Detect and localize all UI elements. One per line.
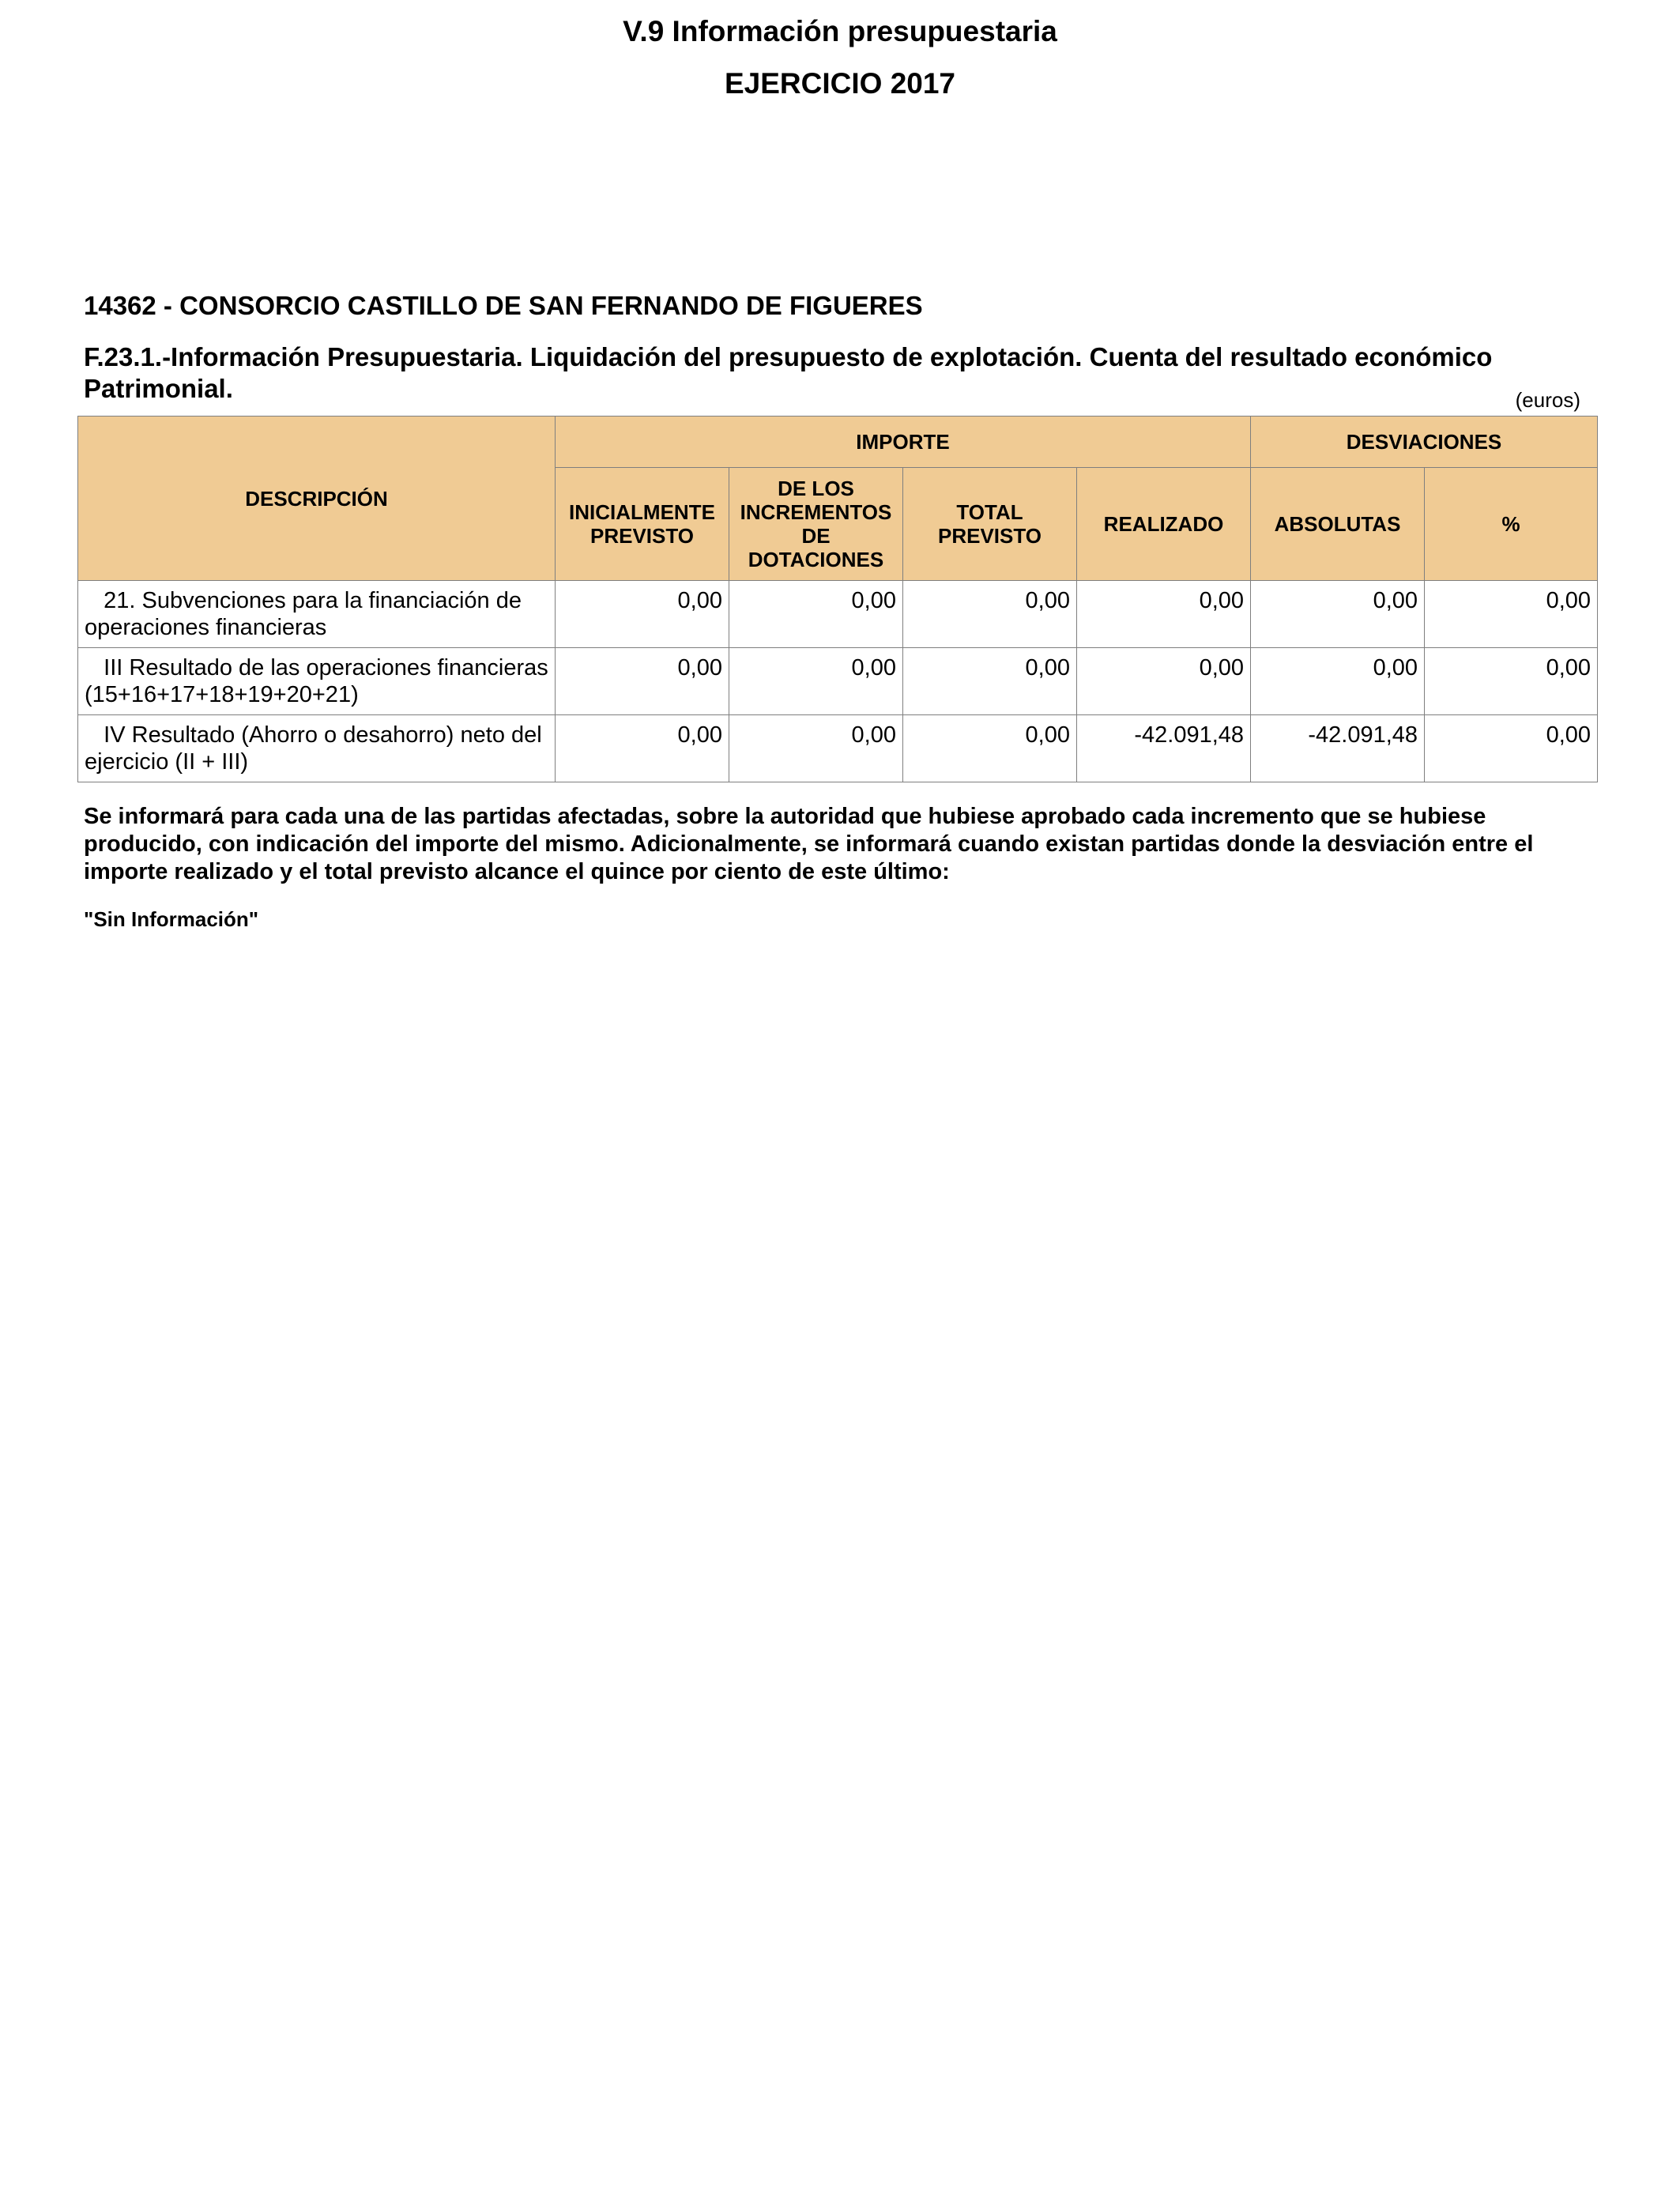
fiscal-year-heading: EJERCICIO 2017 bbox=[724, 67, 956, 100]
cell-realizado: 0,00 bbox=[1077, 648, 1251, 715]
cell-absolutas: 0,00 bbox=[1251, 648, 1425, 715]
col-header-total-previsto: TOTAL PREVISTO bbox=[903, 468, 1077, 581]
information-note: Se informará para cada una de las partidas afectadas, sobre la autoridad que hubiese aprobado cada incremento que se hubiese producido, con indicación del importe del mismo. Adicionalmente, se informará cuando existan partidas donde la desviación entre el importe realizado y el total previsto alcance el quince por ciento de este último: bbox=[84, 804, 1534, 884]
group-header-desviaciones: DESVIACIONES bbox=[1251, 417, 1598, 468]
cell-realizado: -42.091,48 bbox=[1077, 715, 1251, 782]
cell-realizado: 0,00 bbox=[1077, 581, 1251, 648]
table-row bbox=[78, 648, 1598, 715]
col-header-realizado: REALIZADO bbox=[1077, 468, 1251, 581]
group-header-importe: IMPORTE bbox=[556, 417, 1251, 468]
col-header-descripcion: DESCRIPCIÓN bbox=[78, 417, 556, 581]
no-information-label: "Sin Información" bbox=[84, 907, 259, 931]
row-description: IV Resultado (Ahorro o desahorro) neto del ejercicio (II + III) bbox=[78, 715, 556, 782]
col-header-porcentaje: % bbox=[1425, 468, 1598, 581]
cell-absolutas: 0,00 bbox=[1251, 581, 1425, 648]
col-header-absolutas: ABSOLUTAS bbox=[1251, 468, 1425, 581]
entity-heading: 14362 - CONSORCIO CASTILLO DE SAN FERNANDO DE FIGUERES bbox=[84, 291, 923, 320]
cell-inicialmente-previsto: 0,00 bbox=[556, 581, 729, 648]
table-group-header-row bbox=[78, 417, 1598, 468]
units-label: (euros) bbox=[1515, 388, 1580, 412]
cell-incrementos: 0,00 bbox=[729, 648, 903, 715]
cell-total-previsto: 0,00 bbox=[903, 581, 1077, 648]
row-description: III Resultado de las operaciones financieras (15+16+17+18+19+20+21) bbox=[78, 648, 556, 715]
cell-absolutas: -42.091,48 bbox=[1251, 715, 1425, 782]
form-title: F.23.1.-Información Presupuestaria. Liquidación del presupuesto de explotación. Cuenta del resultado económico Patrimonial. bbox=[84, 342, 1493, 403]
table-row bbox=[78, 715, 1598, 782]
cell-porcentaje: 0,00 bbox=[1425, 581, 1598, 648]
cell-porcentaje: 0,00 bbox=[1425, 715, 1598, 782]
table-row bbox=[78, 581, 1598, 648]
cell-inicialmente-previsto: 0,00 bbox=[556, 715, 729, 782]
col-header-incrementos: DE LOS INCREMENTOS DE DOTACIONES bbox=[729, 468, 903, 581]
cell-incrementos: 0,00 bbox=[729, 715, 903, 782]
cell-total-previsto: 0,00 bbox=[903, 648, 1077, 715]
budget-table bbox=[77, 416, 1598, 782]
cell-inicialmente-previsto: 0,00 bbox=[556, 648, 729, 715]
cell-porcentaje: 0,00 bbox=[1425, 648, 1598, 715]
col-header-inicialmente-previsto: INICIALMENTE PREVISTO bbox=[556, 468, 729, 581]
cell-total-previsto: 0,00 bbox=[903, 715, 1077, 782]
cell-incrementos: 0,00 bbox=[729, 581, 903, 648]
row-description: 21. Subvenciones para la financiación de operaciones financieras bbox=[78, 581, 556, 648]
document-title: V.9 Información presupuestaria bbox=[623, 15, 1057, 47]
